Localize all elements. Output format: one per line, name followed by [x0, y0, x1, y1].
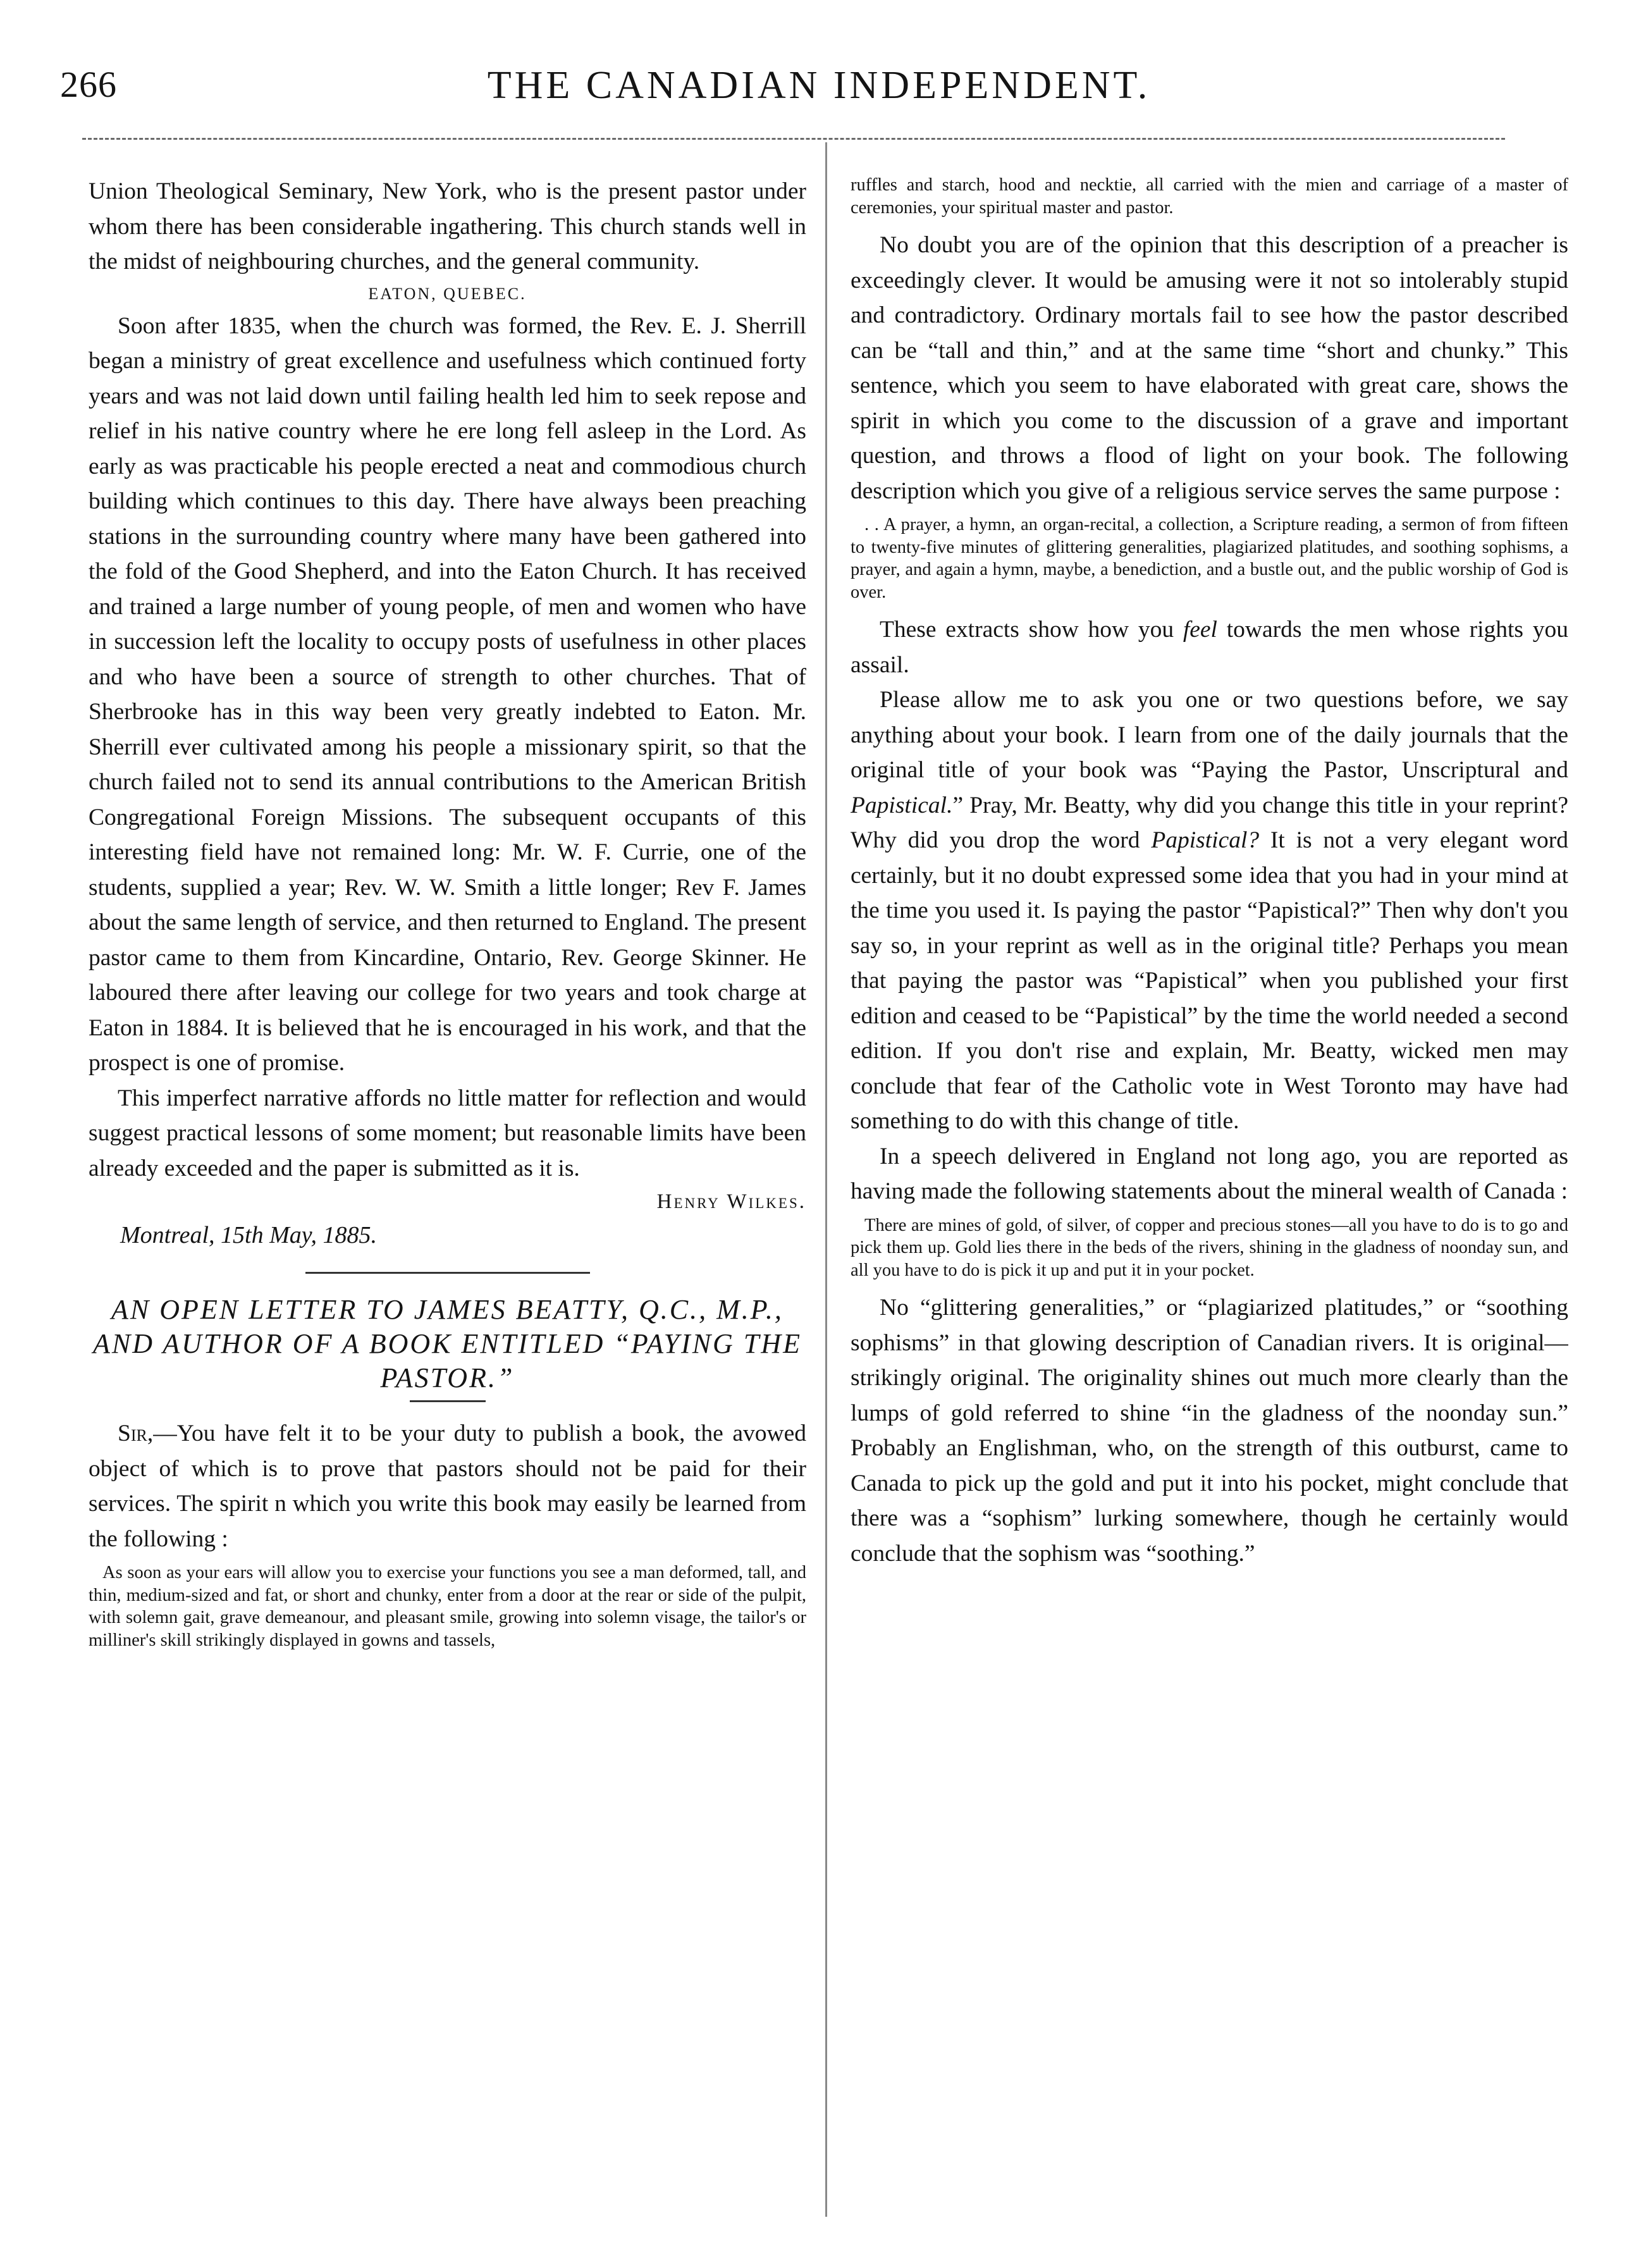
section-heading-eaton: EATON, QUEBEC.: [368, 284, 527, 303]
page-number: 266: [60, 64, 117, 105]
right-column: [851, 174, 1568, 2229]
paragraph-originality: No “glittering generalities,” or “plagiarized platitudes,” or “soothing sophisms” in that glowing description of Canadian rivers. It is original—strikingly original. The originality shines out much more clearly than the lumps of gold referred to shine “in the gladness of the noonday sun.” Probably an Englishman, who, on the strength of this outburst, came to Canada to pick up the gold and put it into his pocket, might conclude that there was a “sophism” lurking somewhere, though he certainly would conclude that the sophism was “soothing.”: [851, 1295, 1568, 1567]
paragraph-extracts: [851, 612, 1568, 682]
text-run: towards the men whose rights you assail.: [851, 617, 1568, 678]
paragraph-closing: This imperfect narrative affords no little matter for reflection and would suggest practical lessons of some moment; but reasonable limits have been already exceeded and the paper is submitted as it is.: [89, 1085, 806, 1181]
quote-preacher-continued: ruffles and starch, hood and necktie, all carried with the mien and carriage of a master of ceremonies, your spiritual master and pastor.: [851, 175, 1568, 218]
masthead-title: THE CANADIAN INDEPENDENT.: [487, 64, 1151, 107]
emphasis-feel: feel: [1183, 617, 1217, 643]
page-header: [60, 63, 1578, 120]
paragraph-eaton-history: Soon after 1835, when the church was formed, the Rev. E. J. Sherrill began a ministry of great excellence and usefulness which continued forty years and was not laid down until failing health led him to seek repose and relief in his native country where he ere long fell asleep in the Lord. As early as was practicable his people erected a neat and commodious church building which continues to this day. There have always been preaching stations in the surrounding country where many have been gathered into the fold of the Good Shepherd, and into the Eaton Church. It has received and trained a large number of young people, of men and women who have in succession left the locality to occupy posts of usefulness in other places and who have been a source of strength to other churches. That of Sherbrooke has in this way been very greatly indebted to Eaton. Mr. Sherrill ever cultivated among his people a missionary spirit, so that the church failed not to send its annual contributions to the American British Congregational Foreign Missions. The subsequent occupants of this interesting field have not remained long: Mr. W. F. Currie, one of the students, supplied a year; Rev. W. W. Smith a little longer; Rev F. James about the same length of service, and then returned to England. The present pastor came to them from Kincardine, Ontario, Rev. George Skinner. He laboured there after leaving our college for two years and took charge at Eaton in 1884. It is believed that he is encouraged in his work, and that the prospect is one of promise.: [89, 312, 806, 1076]
paragraph-speech: In a speech delivered in England not long ago, you are reported as having made the following statements about the mineral wealth of Canada :: [851, 1143, 1568, 1204]
text-run: It is not a very elegant word certainly, but it no doubt expressed some idea that you had in your mind at the time you used it. Is paying the pastor “Papistical?” Then why don't you say so, in your reprint as well as in the original title? Perhaps you mean that paying the pastor was “Papistical” when you published your first edition and ceased to be “Papistical” by the time the world needed a second edition. If you don't rise and explain, Mr. Beatty, wicked men may conclude that fear of the Catholic vote in West Toronto may have had something to do with this change of title.: [851, 827, 1568, 1134]
paragraph-questions: [851, 682, 1568, 1139]
title-underline: [410, 1400, 486, 1402]
text-run: Please allow me to ask you one or two questions before, we say anything about your book. I learn from one of the daily journals that the original title of your book was “Paying the Pastor, Unscriptural and: [851, 687, 1568, 783]
quote-preacher-description: As soon as your ears will allow you to exercise your functions you see a man deformed, tall, and thin, medium-sized and fat, or short and chunky, enter from a door at the rear or side of the pulpit, with solemn gait, grave demeanour, and pleasant smile, growing into solemn visage, the tailor's or milliner's skill strikingly displayed in gowns and tassels,: [89, 1563, 806, 1650]
author-signature: Henry Wilkes.: [656, 1190, 806, 1213]
quote-mineral-wealth: There are mines of gold, of silver, of copper and precious stones—all you have to do is to go and pick them up. Gold lies there in the beds of the rivers, shining in the gladness of noonday sun, and all you have to do is pick it up and put it in your pocket.: [851, 1215, 1568, 1280]
article-title: AN OPEN LETTER TO JAMES BEATTY, Q.C., M.P., AND AUTHOR OF A BOOK ENTITLED “PAYING THE PASTOR.”: [93, 1294, 802, 1393]
text-run: ” Pray, Mr. Beatty, why did you change this title in your reprint? Why did you drop the word: [851, 792, 1568, 853]
text-run: These extracts show how you: [880, 617, 1183, 643]
emphasis-papistical-question: Papistical?: [1151, 827, 1260, 853]
emphasis-papistical: Papistical.: [851, 792, 953, 818]
paragraph-seminary: Union Theological Seminary, New York, who is the present pastor under whom there has been considerable ingathering. This church stands well in the midst of neighbouring churches, and the general community.: [89, 178, 806, 274]
dateline: Montreal, 15th May, 1885.: [120, 1222, 377, 1248]
quote-religious-service: . . A prayer, a hymn, an organ-recital, a collection, a Scripture reading, a sermon of from fifteen to twenty-five minutes of glittering generalities, plagiarized platitudes, and soothing sophisms, a prayer, and again a hymn, maybe, a benediction, and a bustle out, and the public worship of God is over.: [851, 515, 1568, 602]
letter-opening-text: —You have felt it to be your duty to publish a book, the avowed object of which is to prove that pastors should not be paid for their services. The spirit n which you write this book may easily be learned from the following :: [89, 1421, 806, 1552]
header-rule: [82, 138, 1505, 140]
column-divider: [825, 142, 827, 2217]
paragraph-description-critique: No doubt you are of the opinion that this description of a preacher is exceedingly clever. It would be amusing were it not so intolerably stupid and contradictory. Ordinary mortals fail to see how the pastor described can be “tall and thin,” and at the same time “short and chunky.” This sentence, which you seem to have elaborated with great care, shows the spirit in which you come to the discussion of a grave and important question, and throws a flood of light on your book. The following description which you give of a religious service serves the same purpose :: [851, 232, 1568, 504]
paragraph-letter-opening: [89, 1416, 806, 1556]
article-separator: [305, 1272, 590, 1274]
salutation: Sir,: [118, 1421, 154, 1446]
left-column: [89, 174, 806, 2229]
